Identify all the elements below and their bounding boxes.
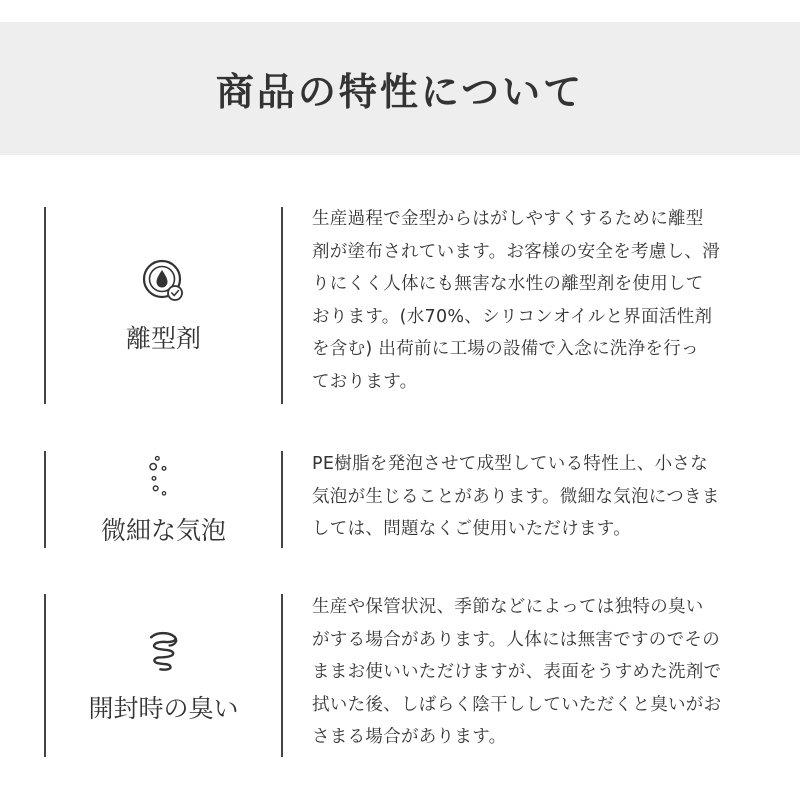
middle-divider (281, 594, 283, 757)
description-line: 剤が塗布されています。お客様の安全を考慮し、滑 (312, 241, 720, 262)
description-line: 拭いた後、しばらく陰干ししていただくと臭いがお (312, 694, 722, 715)
feature-description (312, 203, 762, 398)
odor-icon (142, 627, 186, 675)
middle-divider (281, 451, 283, 548)
description-line: ままお使いいただけますが、表面をうすめた洗剤で (312, 662, 722, 682)
feature-label-block (46, 594, 281, 757)
bubbles-icon (144, 449, 184, 501)
description-line: おります。(水70%、シリコンオイルと界面活性剤 (312, 306, 713, 327)
section-header (0, 22, 800, 155)
description-line: を含む) 出荷前に工場の設備で入念に洗浄を行っ (312, 339, 699, 359)
description-line: 生産や保管状況、季節などによっては独特の臭い (312, 597, 704, 617)
description-line: 気泡が生じることがあります。微細な気泡につきま (312, 486, 720, 507)
description-line: さまる場合があります。 (312, 727, 507, 747)
description-line: ております。 (312, 371, 418, 392)
feature-description (312, 448, 762, 546)
description-line: がする場合があります。人体には無害ですのでその (312, 629, 720, 650)
feature-label: 開封時の臭い (88, 693, 239, 723)
feature-label-block (46, 207, 281, 404)
middle-divider (281, 207, 283, 404)
page-title: 商品の特性について (215, 70, 585, 114)
droplet-check-icon (140, 257, 188, 305)
description-line: 生産過程で金型からはがしやすくするために離型 (312, 209, 704, 229)
feature-label-block (46, 448, 281, 548)
description-line: しては、問題なくご使用いただけます。 (312, 519, 631, 539)
feature-label: 離型剤 (125, 323, 201, 353)
description-line: りにくく人体にも無害な水性の離型剤を使用して (312, 274, 704, 294)
description-line: PE樹脂を発泡させて成型している特性上、小さな (312, 454, 709, 474)
feature-label: 微細な気泡 (100, 516, 226, 545)
feature-description (312, 591, 762, 754)
